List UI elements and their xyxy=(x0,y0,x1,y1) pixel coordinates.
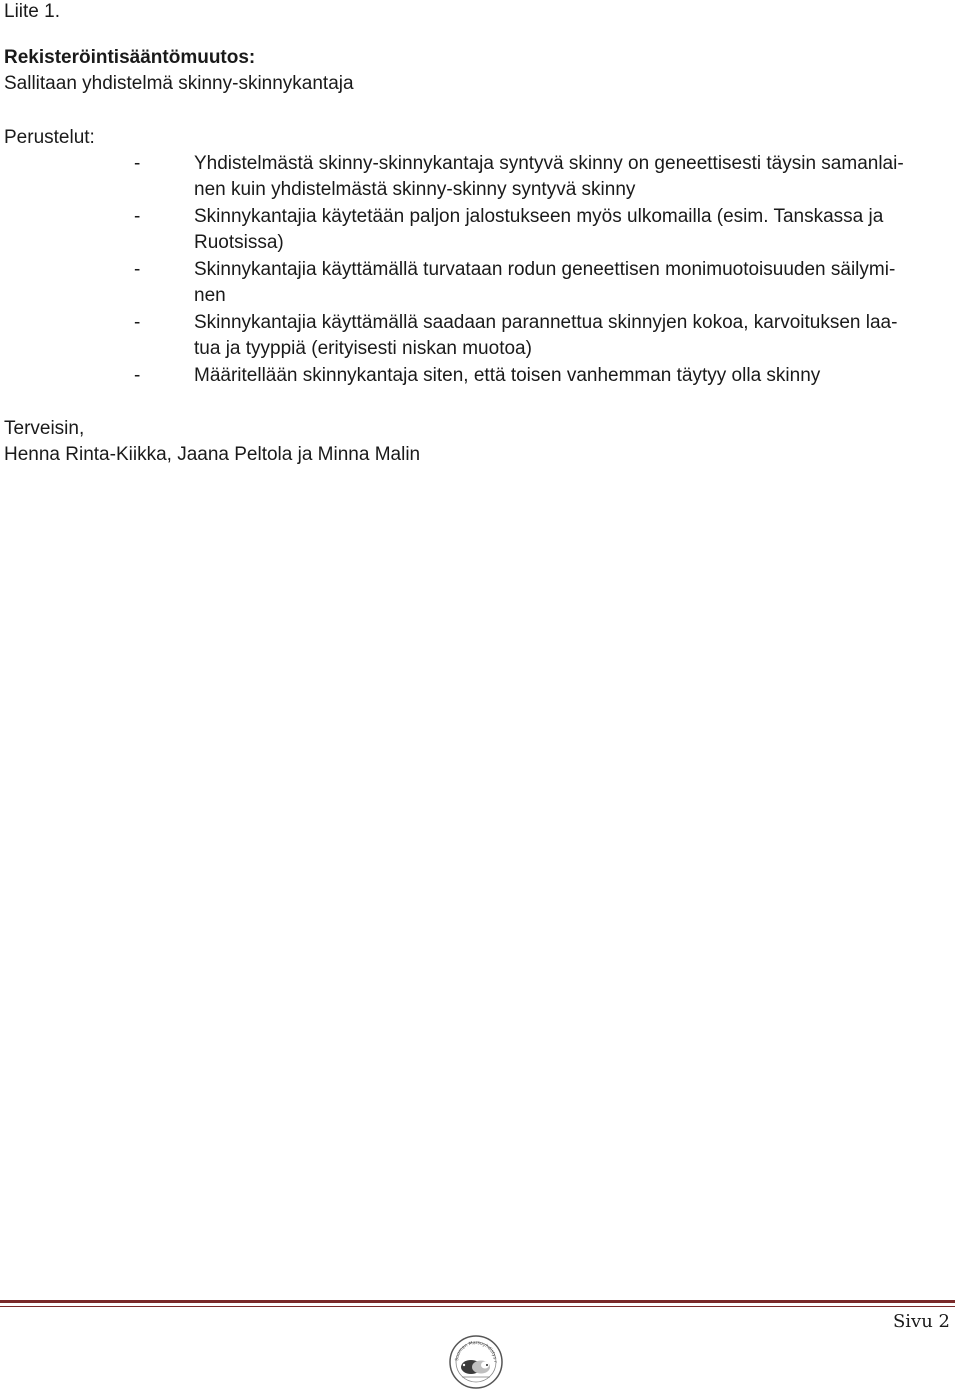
closing-greeting: Terveisin, xyxy=(4,418,85,439)
bullet-dash: - xyxy=(134,365,141,386)
association-logo xyxy=(448,1334,504,1390)
appendix-label: Liite 1. xyxy=(4,1,60,22)
footer-rule-thick xyxy=(0,1300,955,1303)
closing-signers: Henna Rinta-Kiikka, Jaana Peltola ja Minna Malin xyxy=(4,444,421,465)
list-item-line: tua ja tyyppiä (erityisesti niskan muotoa) xyxy=(194,338,532,359)
bullet-dash: - xyxy=(134,312,141,333)
logo-lettering: Suomen Marsuyhdistys r xyxy=(455,1340,498,1363)
reasons-heading: Perustelut: xyxy=(4,127,95,148)
list-item-line: Määritellään skinnykantaja siten, että toisen vanhemman täytyy olla skinny xyxy=(194,365,821,386)
list-item-line: nen kuin yhdistelmästä skinny-skinny syntyvä skinny xyxy=(194,179,636,200)
bullet-dash: - xyxy=(134,153,141,174)
proposal-heading: Rekisteröintisääntömuutos: xyxy=(4,47,256,68)
footer-rule-thin xyxy=(0,1306,955,1307)
guinea-pig-logo-icon xyxy=(448,1334,504,1390)
bullet-dash: - xyxy=(134,259,141,280)
list-item-line: Skinnykantajia käyttämällä saadaan parannettua skinnyjen kokoa, karvoituksen laa- xyxy=(194,312,898,333)
list-item-line: Ruotsissa) xyxy=(194,232,284,253)
list-item-line: Skinnykantajia käyttämällä turvataan rodun geneettisen monimuotoisuuden säilymi- xyxy=(194,259,896,280)
list-item-line: Yhdistelmästä skinny-skinnykantaja syntyvä skinny on geneettisesti täysin samanlai- xyxy=(194,153,904,174)
page-number: Sivu 2 xyxy=(892,1311,950,1332)
list-item-line: nen xyxy=(194,285,226,306)
bullet-dash: - xyxy=(134,206,141,227)
list-item-line: Skinnykantajia käytetään paljon jalostukseen myös ulkomailla (esim. Tanskassa ja xyxy=(194,206,884,227)
proposal-text: Sallitaan yhdistelmä skinny-skinnykantaja xyxy=(4,73,354,94)
